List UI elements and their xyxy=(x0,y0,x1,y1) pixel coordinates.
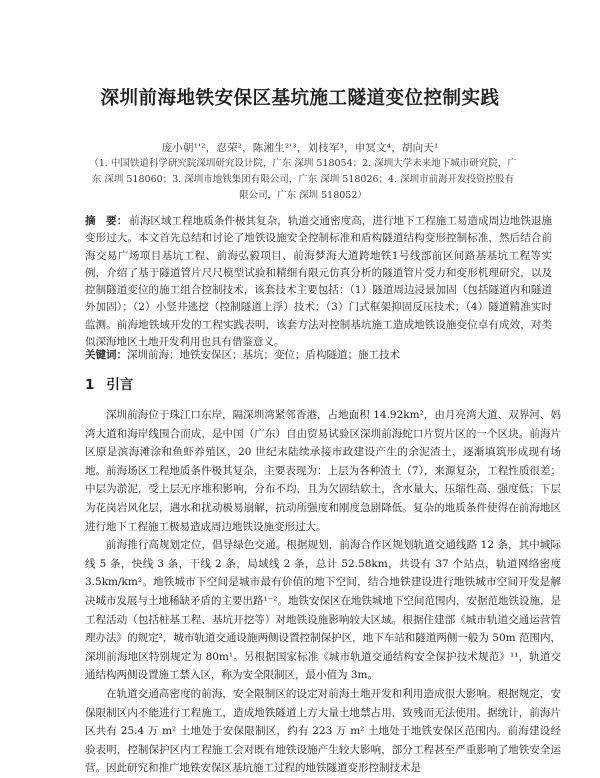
author-list: 庞小朝¹'²，忍荣²，陈湘生²'³，刘枝军³，申冥文⁴，胡向天¹ xyxy=(161,142,439,154)
abstract-label: 摘 要： xyxy=(85,215,128,227)
abstract-text: 前海区域工程地质条件极其复杂，轨道交通密度高，进行地下工程施工易造成周边地铁退施变形过大。本文首先总结和讨论了地铁设施安全控制标准和盾构隧道结构变形控制标准，然后结合前海交易广场项目基坑工程、前海弘毅项目、前海梦海大道跨地铁1号线部前区间路基基坑工程等实例，介绍了基于隧道管片尺尺模型试验和精细有限元仿真分析的隧道管片受力和变形机理研究，以及控制隧道变位的施工组合控制技术，该套技术主要包括：（1）隧道周边浸景加固（包括隧道内和隧道外加固）；（2）小竖井逃挖（控制隧道上浮）技术；（3）门式框架抑固反压技术；（4）隧道精准实时监测。前海地铁域开发的工程实践表明，该套方法对控制基坑施工造成地铁设施变位卓有成效，对类似深海地区土地开发利用也具有借鉴意义。 xyxy=(85,215,553,349)
body-paragraph: 前海推行高规划定位，倡导绿色交通。根据规划，前海合作区规划轨道交通线路 12 条，其中城际线 5 条，快线 3 条，干线 2 条，局域线 2 条，总计 52.58km，共设有 37 个站点，轨道网络密度 3.5km/km²。地铁城市下空间是城市最有价值的地下空间，结合地铁建设进行地铁城市空间开发是解决城市发展与土地稀缺矛盾的主要出路¹⁻²。地铁安保区在地铁城地下空间范围内，安据范地铁设施，是工程活动（包括桩基工程、基坑开挖等）对地铁设施影响较大区域。根据住建部《城市轨道交通运营管理办法》的规定²，城市轨道交通设施两侧设置控制保护区，地下车站和隧道两侧一般为 50m 范围内，深圳前海地区特别规定为 80m¹。另根据国家标准《城市轨道交通结构安全保护技术规范》¹¹，轨道交通结构两侧设置施工禁入区，称为安全限制区，最小值为 3m。 xyxy=(85,539,561,682)
keywords-text: 深圳前海；地铁安保区；基坑；变位；盾构隧道；施工技术 xyxy=(127,349,400,361)
section-number: 1 xyxy=(85,377,95,393)
section-heading xyxy=(85,373,133,393)
abstract xyxy=(85,213,552,351)
keywords-label: 关键词： xyxy=(85,349,127,361)
body-paragraph: 在轨道交通高密度的前海，安全限制区的设定对前海土地开发和利用造成很大影响。根据规定，安保限制区内不能进行工程施工，造成地铁隧道上方大量土地禁占用，致残而无法使用。据统计，前海片区共有 25.4 万 m² 土地处于安保限制区，约有 223 万 m² 土地处于地铁安保区范围内。前海建设经验表明，控制保护区内工程施工会对既有地铁设施产生较大影响，部分工程甚至严重影响了地铁安全运营。因此研究和推广地铁安保区基坑施工过程的地铁隧道变形控制技术是 xyxy=(85,687,561,775)
paper-title: 深圳前海地铁安保区基坑施工隧道变位控制实践 xyxy=(100,88,500,109)
affiliations: （1. 中国铁道科学研究院深圳研究设计院，广东 深圳 518054；2. 深圳大学未来地下城市研究院，广东 深圳 518060；3. 深圳市地铁集团有限公司，广东 深圳 518026；4. 深圳市前海开发投资控股有限公司，广东 深圳 518052） xyxy=(89,158,517,201)
keywords xyxy=(85,347,552,362)
body-paragraph: 深圳前海位于珠江口东岸，隔深圳湾紧邻香港，占地面积 14.92km²，由月亮湾大道、双界河、妈湾大道和海岸线围合而成，是中国（广东）自由贸易试验区深圳前海蛇口片贸片区的一个区块。前海片区原是滨海滩涂和鱼虾养殖区，20 世纪末陆续承接市政建设产生的余泥渣土，逐渐填筑形成现有场地。前海场区工程地质条件极其复杂，主要表现为：上层为各种渣土（7），来源复杂，工程性质很差；中层为淤泥，受上层无序堆积影响，分布不均，且为欠固结软土，含水量大、压缩性高、强度低；下层为花岗岩风化层，遇水和扰动极易崩解，抗动所强度和刚度急剧降低。复杂的地质条件使得在前海地区进行地下工程施工极易造成周边地铁设施变形过大。 xyxy=(85,409,561,533)
body-text xyxy=(85,406,561,778)
section-title: 引言 xyxy=(106,377,134,393)
